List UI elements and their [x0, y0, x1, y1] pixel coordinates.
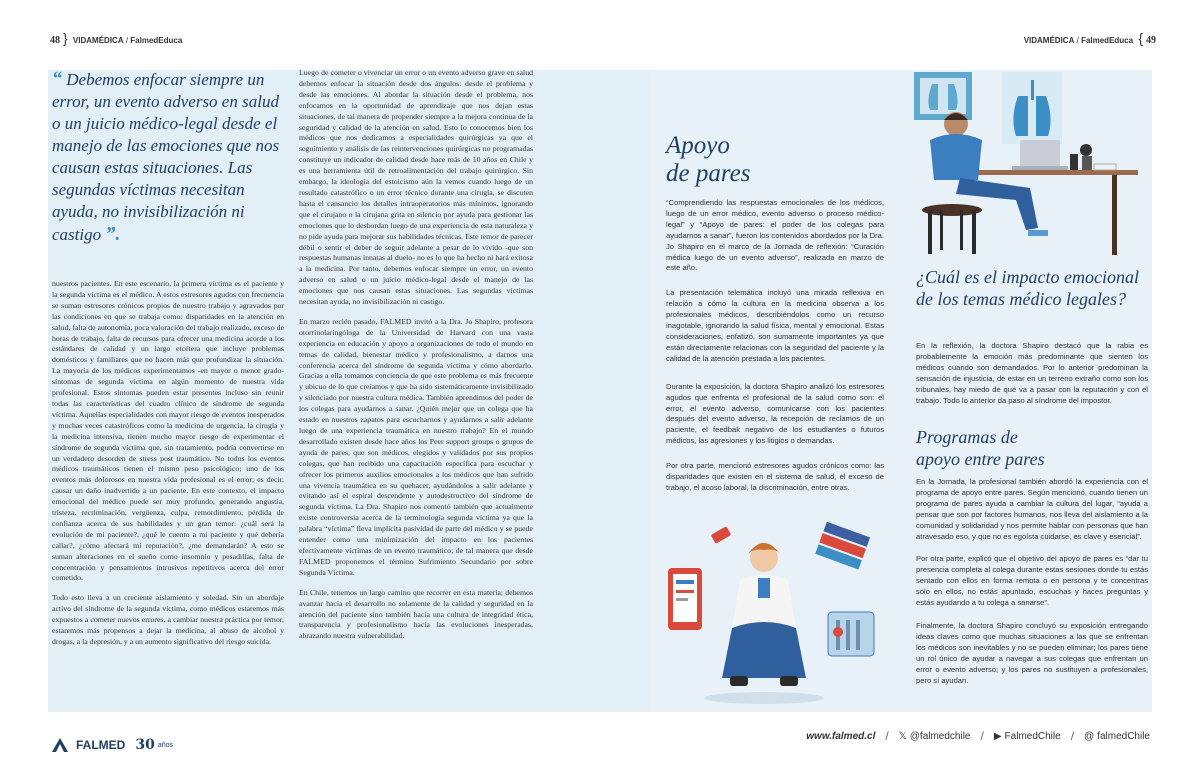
pull-quote-text: Debemos enfocar siempre un error, un evento adverso en salud o un juicio médico-legal desde el manejo de las emociones que nos causan estas situaciones. Las segundas víctimas necesitan ayuda, no invisibilización ni castigo	[52, 70, 280, 244]
quote-close-mark: ”.	[105, 223, 121, 245]
title2-line-2: apoyo entre pares	[916, 449, 1045, 469]
col4-paragraph-2: En la Jornada, la profesional también abordó la experiencia con el programa de apoyo entre pares. Según mencionó, cuando tienen un programa de pares ayuda a cambiar la cultura del lugar, “ayuda a pensar que son por factores humanos, nos lleva del aislamiento a la comunidad y solidaridad y nos permite hablar con personas que han atravesado eso, y que no es egoísta cuidarse, es clave y esencial”.	[916, 477, 1148, 541]
website-link[interactable]: www.falmed.cl	[806, 730, 876, 742]
col3-paragraph-3: Durante la exposición, la doctora Shapiro analizó los estresores agudos que enfrenta el profesional de la salud como son: el error, el evento adverso, comunicarse con los pacientes después del evento adverso, la recepción de reclamos de un paciente, el feedbak negativo de los estudiantes o futuros médicos, las agresiones y los litigios o demandas.	[666, 381, 884, 446]
col3-paragraph-4: Por otra parte, mencionó estresores agudos crónicos como: las disparidades que existen en el sistema de salud, el exceso de trabajo, el acoso laboral, la discriminación, entre otras.	[666, 461, 884, 492]
article-column-4	[916, 477, 1148, 695]
footer-separator: /	[1070, 729, 1075, 743]
section-title-programas-de-apoyo	[916, 426, 1045, 470]
col2-paragraph-1: Luego de cometer o vivenciar un error o un evento adverso grave en salud debemos enfocar la situación desde dos ángulos: desde el problema y desde las emociones. Al abordar la situación desde el problema, nos enfocamos en la oportunidad de aprendizaje que nos dejan estas situaciones, de tal manera de propender siempre a la mejora continua de la seguridad y calidad de la atención en salud. Esto lo conocemos bien los médicos que nos dedicamos a especialidades quirúrgicas ya que el seguimiento y análisis de las reintervenciones quirúrgicas no programadas constituye un indicador de calidad desde hace más de 10 años en Chile y es una herramienta útil de retroalimentación del trabajo quirúrgico. Sin embargo, la ideología del estoicismo aún la vemos cuando luego de un resultado catastrófico o un error técnico durante una cirugía, se discuten hasta el cansancio los detalles intraoperatorios más mínimos, ignorando que el cirujano o la cirujana grita en silencio por ayuda para gestionar las emociones que lo desbordan luego de una experiencia de esta naturaleza y no pide ayuda para mejorar sus habilidades técnicas. Este temor de parecer débil o sentir el deber de seguir adelante a pesar de lo vivido -que son respuestas humanas innatas al duelo- no es lo que ha hecho ni hará exitosa a la medicina. Por tanto, debemos enfocar siempre un error, un evento adverso en salud o un juicio médico-legal desde el manejo de las emociones que nos causan estas situaciones. Las segundas víctimas necesitan ayuda, no invisibilización ni castigo.	[299, 68, 533, 307]
col4-intro-block	[916, 341, 1148, 415]
books-icon	[815, 522, 870, 570]
youtube-icon: ▶	[993, 730, 1002, 742]
youtube-link[interactable]	[994, 731, 1061, 742]
x-logo-icon: 𝕏	[898, 730, 907, 742]
threads-handle: falmedChile	[1097, 730, 1150, 742]
threads-link[interactable]	[1084, 731, 1150, 742]
threads-icon: @	[1084, 730, 1095, 742]
right-running-header: VIDAMÉDICA / FalmedEduca { 49	[1023, 30, 1156, 46]
article-column-3	[666, 198, 884, 503]
col1-paragraph-1: nuestros pacientes. En este escenario, la primera víctima es el paciente y la segunda víctima es el médico. A estos estresores agudos con frecuencia se suman estresores crónicos propios de nuestro trabajo y agravados por las condiciones en que se trabaja como: disparidades en la atención en salud, falta de autonomía, poca valoración del trabajo realizado, exceso de horas de trabajo, falta de recursos para ofrecer una medicina acorde a los estándares de calidad y un largo etcétera que incluye problemas domésticos y familiares que no hacen más que profundizar la situación. La mayoría de los médicos experimentamos -en mayor o menor grado- síntomas de segunda víctima en algún momento de nuestra vida profesional. Estos síntomas pueden estar presentes incluso sin reunir todas las características del cuadro clínico de síndrome de segunda víctima. Aquellas especialidades con mayor riesgo de eventos inesperados y muchas veces catastróficos como la medicina de urgencia, la cirugía y la medicina intensiva, tienen mucho mayor riesgo de experimentar el síndrome de segunda víctima que, sin tratamiento, podría convertirse en un verdadero desorden de stress post traumático. No todos los eventos médicos traumáticos tienen el mismo peso psicológico; uno de los eventos más dolorosos en nuestra vida profesional es el error; es decir, causar un daño inadvertido a un paciente. En este contexto, el impacto emocional del médico puede ser muy profundo, generando angustia, tristeza, recriminación, vergüenza, culpa, remordimiento, pérdida de confianza acerca de sus habilidades y un gran temor: ¿cuál será la evolución de mi paciente?, ¿qué le cuento a mi paciente y qué debería callar?, ¿cómo afectará mi reputación?, ¿me demandarán? A esto se suman alteraciones en el sueño como insomnio y pesadillas, falta de concentración y pensamientos intrusivos repetitivos acerca del error cometido.	[52, 279, 284, 583]
col2-paragraph-2: En marzo recién pasado, FALMED invitó a la Dra. Jo Shapiro, profesora otorrinolaringóloga de la Universidad de Harvard con una vasta experiencia en educación y apoyo a organizaciones de todo el mundo en temas de calidad, bienestar médico y profesionalismo, a darnos una conferencia acerca del síndrome de segunda víctima y cómo abordarlo. Gracias a ella tomamos conciencia de que este problema es más frecuente y ubicuo de lo que creíamos y que ha sido sistemáticamente invisibilizado y silenciado por nuestra cultura médica. También aprendimos del poder de los colegas para ayudarnos a sanar. ¿Quién mejor que un colega que ha estado en nuestros zapatos para escucharnos y ayudarnos a salir adelante luego de una experiencia traumática en nuestro trabajo? En el mundo desarrollado existen desde hace años los Peer support groups o grupos de ayuda de pares, que son médicos, elegidos y validados por sus propios colegas, que han recibido una capacitación específica para escuchar y ofrecer los primeros auxilios emocionales a los médicos que han sufrido una vivencia traumática en su quehacer, ayudándolos a salir adelante y evitando así el espiral descendente y autodestructivo del síndrome de segunda víctima. La Dra. Shapiro nos comentó también que actualmente existe controversia acerca de la terminología segunda víctima ya que la palabra “víctima” lleva implícita pasividad de parte del médico y se puede entender como una minimización del impacto en los pacientes efectivamente víctimas de un evento traumático; de tal manera que desde FALMED proponemos el término Sufrimiento Secundario por sobre Segunda Víctima.	[299, 316, 533, 577]
falmed-logo-text: FALMED	[76, 738, 126, 752]
footer-separator: /	[980, 729, 984, 743]
laptop-icon	[1020, 140, 1060, 168]
section-title-impacto-emocional: ¿Cuál es el impacto emocional de los temas médico legales?	[916, 267, 1139, 309]
footer-separator: /	[885, 729, 889, 743]
left-subsection-label: FalmedEduca	[130, 36, 183, 45]
article-column-1	[52, 279, 284, 657]
section-title-apoyo-de-pares	[666, 132, 750, 188]
right-subsection-label: FalmedEduca	[1081, 36, 1134, 45]
col2-paragraph-3: En Chile, tenemos un largo camino que recorrer en esta materia; debemos avanzar hacia el desarrollo no solamente de la calidad y seguridad en la atención del paciente sino también hacia una cultura de integridad ética, transparencia y profesionalismo hacia las evoluciones inesperadas, abrazando nuestra vulnerabilidad.	[299, 587, 533, 641]
anniversary-number: 30	[135, 737, 155, 753]
left-running-header: 48 } VIDAMÉDICA / FalmedEduca	[50, 30, 183, 46]
col3-paragraph-2: La presentación telemática incluyó una mirada reflexiva en relación a cómo la cultura en la medicina observa a los profesionales médicos, describiéndolos como un recurso inagotable, ignorando la salud física, mental y emocional. Estas consideraciones, enfatizó, son sumamente importantes ya que están directamente relacionas con la seguridad del paciente y la calidad de la atención prestada a los pacientes.	[666, 288, 884, 363]
header-separator: /	[1076, 36, 1079, 45]
quote-open-mark: “	[52, 68, 62, 90]
twitter-handle: @falmedchile	[909, 730, 971, 742]
title-line-1: Apoyo	[666, 132, 730, 159]
col1-paragraph-2: Todo esto lleva a un creciente aislamiento y soledad. Sin un abordaje activo del síndrome de la segunda víctima, como médicos estaremos más expuestos a cometer nuevos errores, a cambiar nuestra práctica por temor, estaremos más propensos a dejar la medicina, al abuso de alcohol y drogas, a la depresión, y a un aumento significativo del riesgo suicida.	[52, 593, 284, 646]
left-page-number: 48	[50, 35, 60, 46]
footer-social-links	[806, 729, 1150, 743]
anniversary-word: años	[157, 741, 174, 749]
desk-top	[968, 170, 1138, 175]
header-separator: /	[125, 36, 129, 45]
falmed-emblem-icon	[50, 736, 70, 754]
col3-paragraph-1: “Comprendiendo las respuestas emocionales de los médicos, luego de un error médico, evento adverso o proceso médico-legal” y “Apoyo de pares: el poder de los colegas para ayudarnos a sanar”, fueron los contenidos abordados por la Dra. Jo Shapiro en el marco de la Jornada de reflexión: “Curación médica luego de un evento adverso”, realizada en marzo de este año.	[666, 198, 884, 273]
col4-paragraph-3: Por otra parte, explicó que el objetivo del apoyo de pares es “dar tu presencia completa al colega durante estas sesiones donde tu estás sentado con ellos en forma remota o en persona y te concentras solo en ellos, no estás apuntado, escuchas y haces preguntas y estás ayudando a tu colega a sanarse”.	[916, 554, 1148, 608]
right-page-number: 49	[1146, 35, 1156, 46]
left-section-label: VIDAMÉDICA	[72, 36, 124, 45]
twitter-link[interactable]	[899, 731, 971, 742]
seated-doctor-illustration	[660, 520, 900, 710]
doctor-figure	[930, 134, 982, 180]
col4-paragraph-4: Finalmente, la doctora Shapiro concluyó su exposición entregando ideas claves como que muchas situaciones a las que se enfrentan los médicos son inevitables y no se pueden eliminar; los pares tiene un rol único de ayudar a navegar a sus colegas que enfrentan un error o evento adverso; y los pares no sustituyen a profesionales, pero sí ayudan.	[916, 620, 1148, 685]
pills-icon	[711, 526, 732, 544]
title2-line-1: Programas de	[916, 427, 1018, 447]
youtube-handle: FalmedChile	[1004, 730, 1061, 742]
article-column-2	[299, 68, 533, 651]
right-section-label: VIDAMÉDICA	[1023, 36, 1075, 45]
falmed-logo	[50, 736, 173, 754]
col4-paragraph-1: En la reflexión, la doctora Shapiro destacó que la rabia es probablemente la emoción más predominante que sienten los médicos cuando son demandados. Por lo anterior predominan la sensación de injusticia, de estar en un terreno extraño como son los tribunales, hay miedo de qué va a pasar con la reputación y con el trabajo. Todo lo anterior da paso al síndrome del impostor.	[916, 341, 1148, 405]
title-line-2: de pares	[666, 160, 751, 187]
doctor-at-desk-illustration	[900, 70, 1150, 260]
pull-quote	[52, 68, 280, 246]
